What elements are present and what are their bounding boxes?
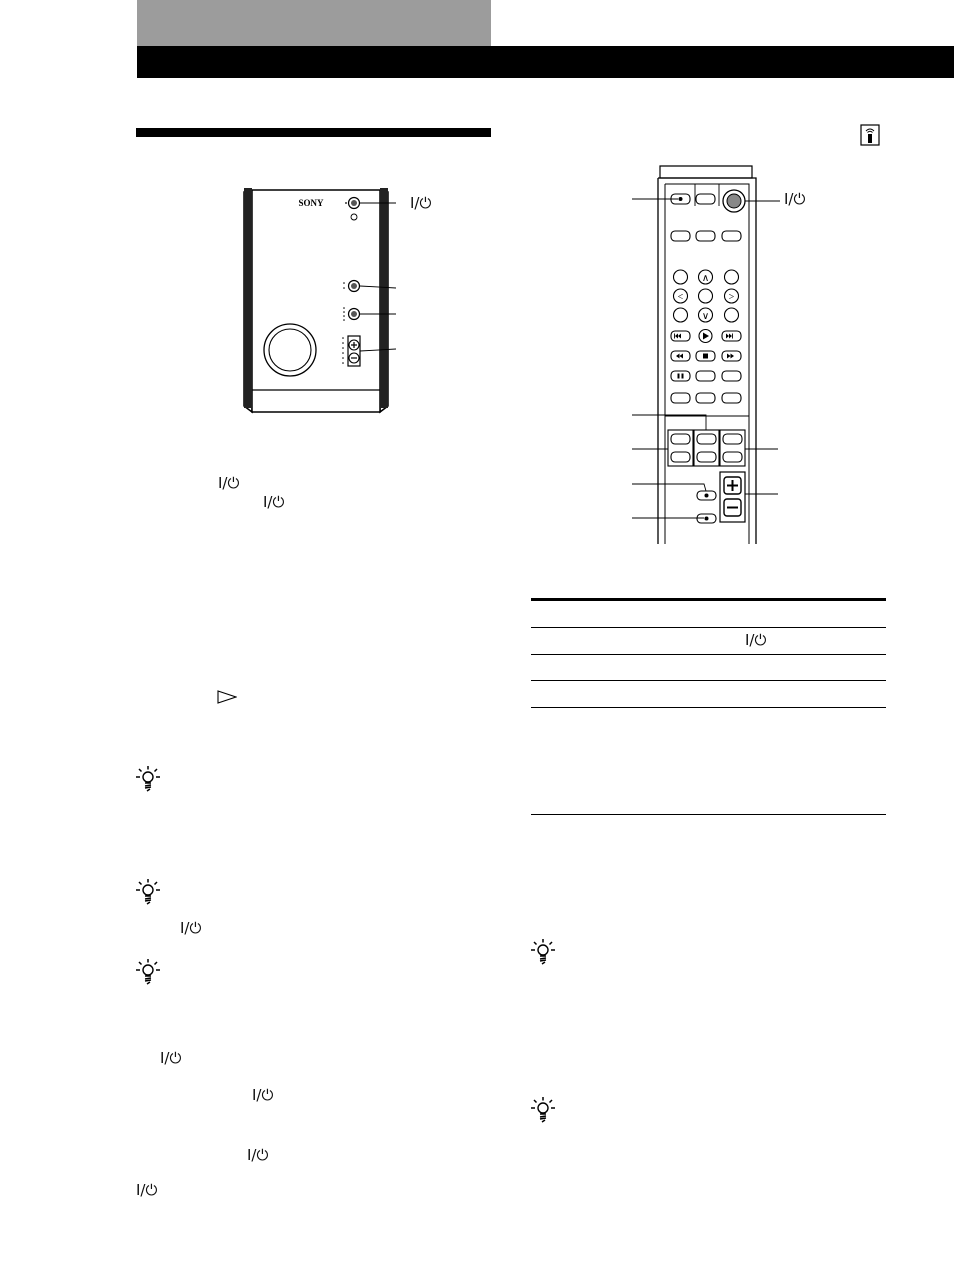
header-tab	[137, 0, 491, 48]
power-symbol-5: I/⏻	[252, 1086, 274, 1104]
sony-logo: SONY	[298, 198, 324, 208]
table-rule	[531, 654, 886, 655]
main-unit-illustration	[236, 186, 396, 419]
section-rule	[136, 128, 491, 137]
power-symbol-7: I/⏻	[136, 1181, 158, 1199]
tip-lightbulb-icon	[135, 765, 161, 798]
remote-commander-icon	[860, 124, 880, 151]
power-symbol-4: I/⏻	[160, 1049, 182, 1067]
table-rule	[531, 627, 886, 628]
power-label-remote: I/⏻	[784, 190, 806, 208]
right-arrow-key[interactable]: >	[728, 292, 735, 303]
power-symbol-3: I/⏻	[180, 919, 202, 937]
down-arrow-key[interactable]: ∨	[701, 311, 710, 322]
tip-lightbulb-icon	[530, 1096, 556, 1129]
remote-illustration	[632, 164, 812, 549]
up-arrow-key[interactable]: ∧	[701, 273, 710, 284]
table-bottom-rule	[531, 814, 886, 815]
table-rule	[531, 707, 886, 708]
tip-lightbulb-icon	[135, 958, 161, 991]
tip-lightbulb-icon	[135, 878, 161, 911]
table-top-rule	[531, 598, 886, 601]
power-symbol-1: I/⏻	[218, 474, 240, 492]
table-rule	[531, 680, 886, 681]
power-symbol-6: I/⏻	[247, 1146, 269, 1164]
play-arrow-icon	[217, 690, 237, 709]
header-bar	[137, 46, 954, 78]
power-symbol-2: I/⏻	[263, 493, 285, 511]
table-power-symbol: I/⏻	[745, 631, 767, 649]
left-arrow-key[interactable]: <	[677, 292, 684, 303]
power-label-unit: I/⏻	[410, 194, 432, 212]
tip-lightbulb-icon	[530, 938, 556, 971]
